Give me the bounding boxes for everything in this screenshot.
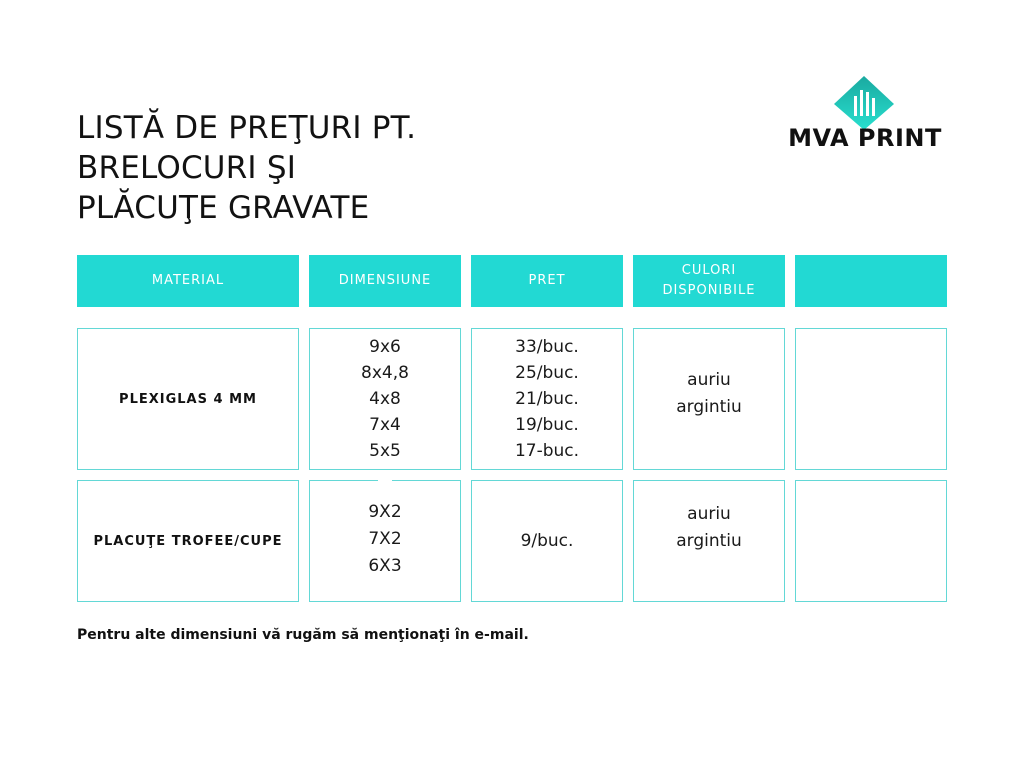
color-value: auriu	[687, 370, 731, 390]
brand-logo-text: MVA PRINT	[788, 124, 942, 152]
price-value: 19/buc.	[515, 415, 579, 435]
row2-colors-cell	[633, 480, 785, 602]
row1-extra-cell	[795, 328, 947, 470]
row1-dimensions-list	[361, 334, 409, 464]
price-value: 9/buc.	[520, 531, 574, 551]
row1-material-cell	[77, 328, 299, 470]
price-value: 33/buc.	[515, 337, 579, 357]
header-culori-label-2: DISPONIBILE	[662, 283, 756, 298]
page-title-line-3: PLĂCUŢE GRAVATE	[77, 190, 370, 226]
row1-colors-list	[676, 367, 742, 421]
row2-material-cell	[77, 480, 299, 602]
row2-dimensions-cell	[309, 480, 461, 602]
row2-dimensions-list	[368, 499, 401, 580]
dimension-value: 8x4,8	[361, 363, 409, 383]
dimension-value: 7x4	[369, 415, 401, 435]
row2-extra-cell	[795, 480, 947, 602]
brand-logo	[784, 74, 946, 158]
page-title	[77, 108, 597, 228]
header-extra	[795, 255, 947, 307]
price-value: 25/buc.	[515, 363, 579, 383]
row2-prices-list	[521, 528, 574, 554]
header-culori-label-1: CULORI	[681, 263, 737, 278]
row2-colors-list	[676, 501, 742, 555]
header-dimensiune	[309, 255, 461, 307]
row1-colors-cell	[633, 328, 785, 470]
row1-prices-cell	[471, 328, 623, 470]
page-title-line-2: BRELOCURI ŞI	[77, 150, 297, 186]
header-dimensiune-label: DIMENSIUNE	[338, 273, 432, 288]
row1-dimensions-cell	[309, 328, 461, 470]
color-value: argintiu	[676, 531, 742, 551]
header-pret-label: PRET	[528, 273, 566, 288]
dimension-value: 6X3	[368, 555, 402, 576]
price-value: 17-buc.	[514, 441, 580, 461]
header-material	[77, 255, 299, 307]
dimension-value: 5x5	[369, 441, 401, 461]
page-title-line-1: LISTĂ DE PREŢURI PT.	[77, 110, 417, 146]
price-value: 21/buc.	[515, 389, 579, 409]
border-gap-decoration	[378, 478, 392, 482]
dimension-value: 9x6	[369, 337, 401, 357]
row2-material: PLACUŢE TROFEE/CUPE	[93, 533, 283, 549]
header-material-label: MATERIAL	[151, 273, 225, 288]
diamond-bars-logo-icon	[832, 74, 896, 130]
dimension-value: 4x8	[369, 389, 401, 409]
color-value: auriu	[687, 504, 731, 524]
row1-prices-list	[515, 334, 579, 464]
row1-material: PLEXIGLAS 4 MM	[119, 391, 257, 407]
dimension-value: 9X2	[368, 501, 402, 522]
header-pret	[471, 255, 623, 307]
footnote: Pentru alte dimensiuni vă rugăm să menţionaţi în e-mail.	[77, 627, 529, 643]
header-culori	[633, 255, 785, 307]
row2-prices-cell	[471, 480, 623, 602]
dimension-value: 7X2	[368, 528, 402, 549]
color-value: argintiu	[676, 397, 742, 417]
